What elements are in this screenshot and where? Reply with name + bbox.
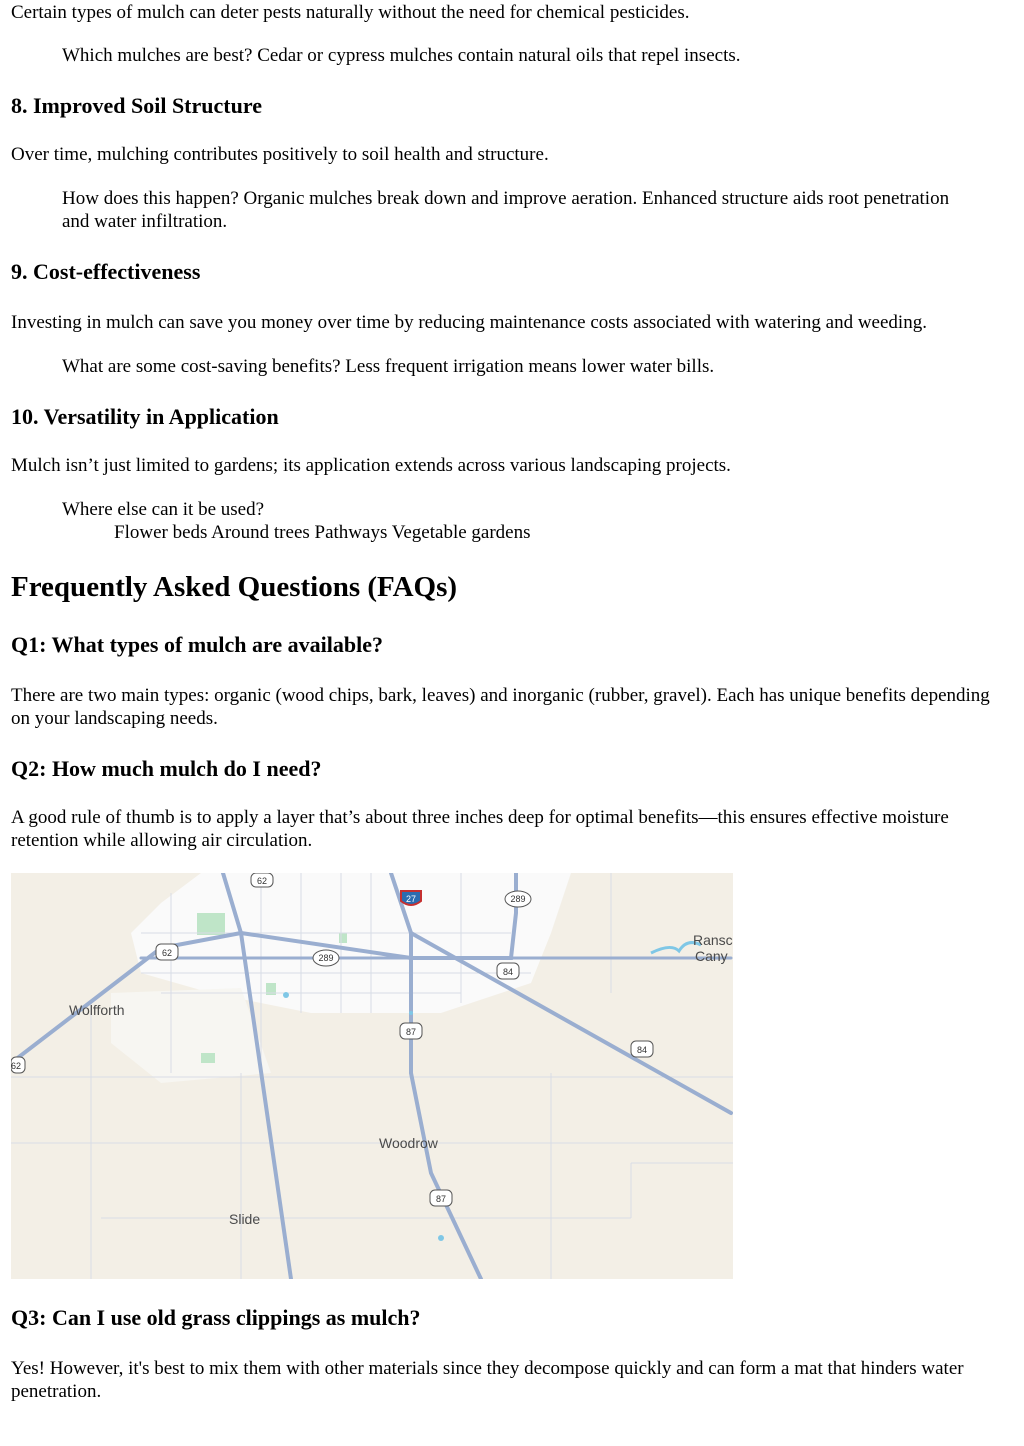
faq-title: Frequently Asked Questions (FAQs) xyxy=(11,571,458,603)
faq-a3: Yes! However, it's best to mix them with other materials since they decompose quickly and can form a mat that hinders water penetration. xyxy=(11,1358,964,1402)
faq-q1-heading: Q1: What types of mulch are available? xyxy=(11,632,383,657)
svg-text:84: 84 xyxy=(636,1045,648,1055)
map-label-woodrow: Woodrow xyxy=(379,1135,438,1151)
svg-text:62: 62 xyxy=(11,1061,22,1071)
svg-text:62: 62 xyxy=(256,876,268,886)
svg-text:84: 84 xyxy=(502,967,514,977)
svg-text:62: 62 xyxy=(161,948,173,958)
faq-a2: A good rule of thumb is to apply a layer that’s about three inches deep for optimal benefits—this ensures effective moisture retention while allowing air circulation. xyxy=(11,807,949,851)
svg-text:87: 87 xyxy=(435,1194,447,1204)
map-label-slide: Slide xyxy=(229,1211,261,1227)
map-pond xyxy=(283,992,289,998)
paragraph-soil: Over time, mulching contributes positively to soil health and structure. xyxy=(11,144,549,165)
heading-cost-effectiveness: 9. Cost-effectiveness xyxy=(11,259,201,284)
blockquote-versatility-question: Where else can it be used? xyxy=(62,499,265,520)
paragraph-versatility: Mulch isn’t just limited to gardens; its application extends across various landscaping projects. xyxy=(11,455,731,476)
blockquote-cost-question: What are some cost-saving benefits? Less frequent irrigation means lower water bills. xyxy=(62,356,715,377)
map-label-ransom: Ransc xyxy=(693,932,733,948)
map-park xyxy=(197,913,225,935)
paragraph-pest-control: Certain types of mulch can deter pests naturally without the need for chemical pesticides. xyxy=(11,2,690,23)
heading-improved-soil-structure: 8. Improved Soil Structure xyxy=(11,93,262,118)
svg-text:27: 27 xyxy=(405,894,417,904)
svg-text:87: 87 xyxy=(405,1027,417,1037)
heading-versatility: 10. Versatility in Application xyxy=(11,404,279,429)
faq-q3-heading: Q3: Can I use old grass clippings as mulch? xyxy=(11,1305,421,1330)
area-map-image xyxy=(11,873,733,1279)
map-pond xyxy=(438,1235,444,1241)
map-label-canyon: Cany xyxy=(695,948,728,964)
paragraph-cost: Investing in mulch can save you money over time by reducing maintenance costs associated with watering and weeding. xyxy=(11,312,927,333)
svg-text:289: 289 xyxy=(318,953,334,963)
blockquote-pest-question: Which mulches are best? Cedar or cypress mulches contain natural oils that repel insects. xyxy=(62,45,741,66)
faq-a1: There are two main types: organic (wood chips, bark, leaves) and inorganic (rubber, gravel). Each has unique benefits depending on your landscaping needs. xyxy=(11,685,990,729)
map-park xyxy=(339,933,347,943)
map-label-wolfforth: Wolfforth xyxy=(69,1002,125,1018)
map-pond xyxy=(409,1011,413,1015)
map-park xyxy=(201,1053,215,1063)
faq-q2-heading: Q2: How much mulch do I need? xyxy=(11,756,322,781)
blockquote-soil-question: How does this happen? Organic mulches break down and improve aeration. Enhanced structure aids root penetration and water infiltration. xyxy=(62,188,950,232)
svg-text:289: 289 xyxy=(510,894,526,904)
versatility-usage-list: Flower beds Around trees Pathways Vegetable gardens xyxy=(114,522,531,543)
